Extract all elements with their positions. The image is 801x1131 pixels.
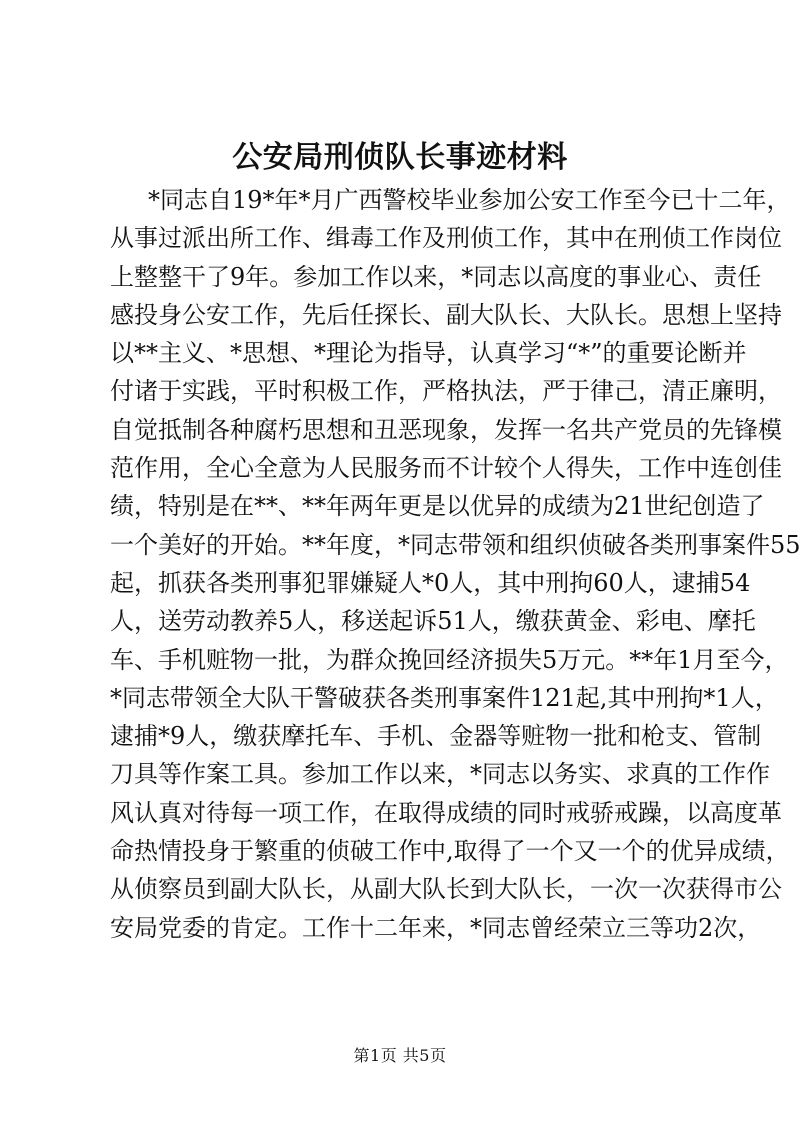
body-line: 命热情投身于繁重的侦破工作中,取得了一个又一个的优异成绩， — [110, 837, 790, 866]
body-line: 起，抓获各类刑事犯罪嫌疑人*0人，其中刑拘60人，逮捕54 — [110, 568, 751, 597]
body-line: *同志带领全大队干警破获各类刑事案件121起,其中刑拘*1人， — [110, 683, 779, 712]
page-footer: 第1页 共5页 — [353, 1046, 447, 1065]
body-line: 感投身公安工作，先后任探长、副大队长、大队长。思想上坚持 — [110, 300, 782, 329]
body-line: 刀具等作案工具。参加工作以来，*同志以务实、求真的工作作 — [110, 760, 770, 789]
body-line: 人，送劳动教养5人，移送起诉51人，缴获黄金、彩电、摩托 — [110, 607, 756, 636]
body-line: 车、手机赃物一批，为群众挽回经济损失5万元。**年1月至今， — [110, 645, 789, 674]
document-body — [110, 181, 801, 947]
body-line: 逮捕*9人，缴获摩托车、手机、金器等赃物一批和枪支、管制 — [110, 722, 762, 751]
body-line: 一个美好的开始。**年度，*同志带领和组织侦破各类刑事案件55 — [110, 530, 801, 559]
body-line: 从侦察员到副大队长，从副大队长到大队长，一次一次获得市公 — [110, 875, 782, 904]
body-line: *同志自19*年*月广西警校毕业参加公安工作至今已十二年， — [148, 186, 791, 214]
body-line: 以**主义、*思想、*理论为指导，认真学习“*”的重要论断并 — [110, 339, 747, 368]
body-line: 从事过派出所工作、缉毒工作及刑侦工作，其中在刑侦工作岗位 — [110, 224, 782, 253]
body-line: 风认真对待每一项工作，在取得成绩的同时戒骄戒躁，以高度革 — [110, 798, 782, 827]
body-line: 付诸于实践，平时积极工作，严格执法，严于律己，清正廉明， — [110, 377, 782, 406]
body-line: 自觉抵制各种腐朽思想和丑恶现象，发挥一名共产党员的先锋模 — [110, 415, 782, 444]
document-title: 公安局刑侦队长事迹材料 — [232, 140, 568, 175]
body-line: 范作用，全心全意为人民服务而不计较个人得失，工作中连创佳 — [110, 454, 782, 483]
body-line: 绩，特别是在**、**年两年更是以优异的成绩为21世纪创造了 — [110, 492, 765, 521]
body-line: 安局党委的肯定。工作十二年来，*同志曾经荣立三等功2次， — [110, 913, 762, 942]
body-line: 上整整干了9年。参加工作以来，*同志以高度的事业心、责任 — [110, 262, 762, 291]
